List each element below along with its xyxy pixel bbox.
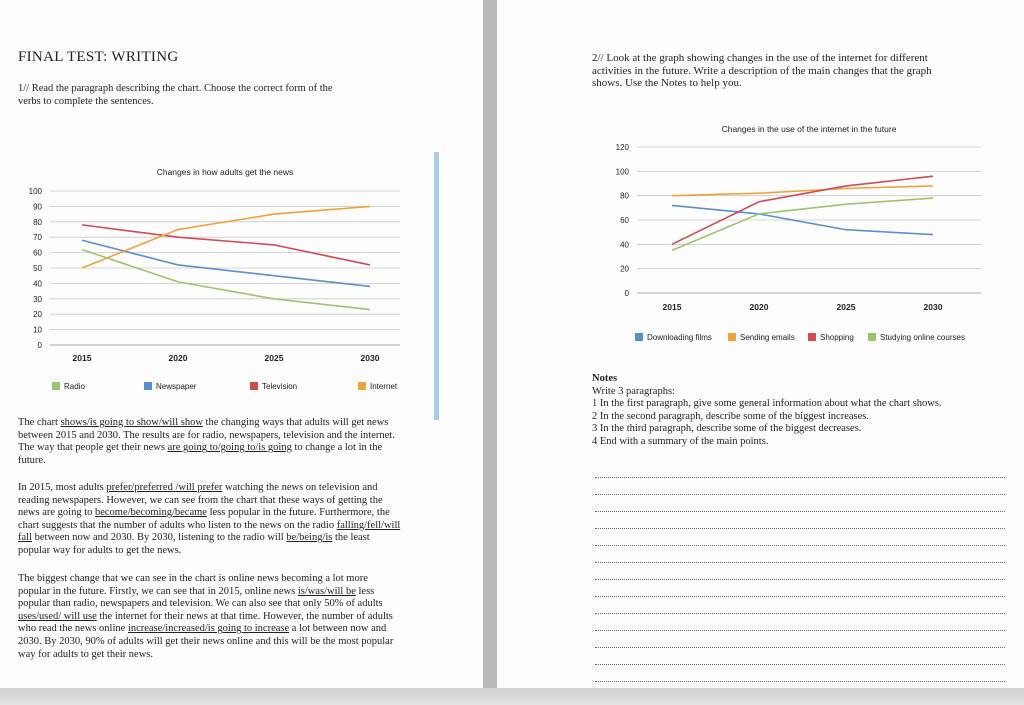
y-tick-label: 50 (33, 264, 42, 273)
writing-line[interactable] (595, 511, 1005, 512)
x-tick-label: 2020 (749, 302, 769, 312)
notes-heading: Notes (592, 373, 618, 384)
y-tick-label: 60 (620, 216, 629, 225)
y-tick-label: 0 (37, 341, 42, 350)
y-tick-label: 30 (33, 294, 42, 304)
series-line-television (82, 225, 370, 265)
y-tick-label: 20 (620, 264, 629, 274)
x-tick-label: 2015 (72, 353, 92, 363)
verb-choice[interactable]: are going to/going to/is going (167, 442, 292, 454)
q1-line-2: verbs to complete the sentences. (18, 95, 154, 107)
writing-line[interactable] (595, 562, 1005, 563)
verb-choice[interactable]: be/being/is (286, 532, 333, 544)
chart-title: Changes in how adults get the news (156, 167, 294, 177)
y-tick-label: 90 (33, 202, 42, 212)
writing-line[interactable] (595, 596, 1005, 597)
legend-swatch (808, 333, 816, 341)
page-title: FINAL TEST: WRITING (18, 49, 179, 65)
verb-choice[interactable]: shows/is going to show/will show (60, 417, 203, 428)
news-chart (10, 158, 430, 398)
legend-label: Internet (370, 382, 398, 391)
x-tick-label: 2025 (836, 302, 856, 312)
question-2-instructions: 2// Look at the graph showing changes in the use of the internet for different activities in the future. Write a description of the main changes that the graph shows. Use the Notes to help you. (592, 52, 932, 90)
notes-section: Notes Write 3 paragraphs: 1 In the first paragraph, give some general information about what the chart shows. 2 In the second paragraph, describe some of the biggest increases. 3 In the third paragraph, describe some of the biggest decreases. 4 End with a summary of the main points. (592, 373, 942, 447)
y-tick-label: 100 (615, 167, 629, 177)
y-tick-label: 60 (33, 248, 42, 258)
right-page (497, 0, 1024, 688)
paragraph-3: The biggest change that we can see in the chart is online news becoming a lot more popular in the future. Firstly, we can see that in 2015, online news is/was/will be less popular than radio, newspapers and television. We can also see that only 50% of adults uses/used/ will use the internet for their news at that time. However, the number of adults who read the news online increase/increased/is going to increase a lot between now and 2030. By 2030, 90% of adults will get their news online and this will be the most popular way for adults to get their news. (18, 573, 394, 660)
q1-line-1: 1// Read the paragraph describing the chart. Choose the correct form of the (18, 83, 333, 94)
writing-line[interactable] (595, 681, 1005, 682)
legend-swatch (728, 333, 736, 341)
x-tick-label: 2030 (923, 302, 943, 312)
writing-line[interactable] (595, 545, 1005, 546)
writing-line[interactable] (595, 528, 1005, 529)
y-tick-label: 20 (33, 310, 42, 320)
verb-choice[interactable]: is/was/will be (297, 585, 356, 597)
legend-label: Shopping (820, 333, 854, 342)
writing-line[interactable] (595, 579, 1005, 580)
x-tick-label: 2025 (264, 353, 284, 363)
legend-label: Television (262, 382, 298, 391)
verb-choice[interactable]: prefer/preferred /will prefer (106, 482, 223, 493)
writing-line[interactable] (595, 613, 1005, 614)
y-tick-label: 80 (33, 217, 42, 227)
verb-choice[interactable]: falling/fell/will (336, 519, 401, 531)
legend-swatch (635, 333, 643, 341)
y-tick-label: 10 (33, 325, 42, 335)
legend-swatch (250, 382, 258, 390)
paragraph-1: The chart shows/is going to show/will show the changing ways that adults will get news between 2015 and 2030. The results are for radio, newspapers, television and the internet. The way that people get their news are going to/going to/is going to change a lot in the future. (18, 417, 395, 466)
legend-label: Downloading films (647, 333, 712, 342)
writing-line[interactable] (595, 664, 1005, 665)
legend-swatch (358, 382, 366, 390)
legend-label: Studying online courses (880, 333, 965, 342)
y-tick-label: 70 (33, 233, 42, 243)
x-tick-label: 2030 (360, 353, 380, 363)
legend-swatch (868, 333, 876, 341)
y-tick-label: 0 (624, 289, 629, 298)
series-line-radio (82, 250, 370, 310)
verb-choice[interactable]: become/becoming/became (94, 507, 207, 519)
legend-swatch (144, 382, 152, 390)
internet-use-chart (605, 118, 1024, 348)
question-1-instructions (18, 83, 333, 108)
page-divider (483, 0, 497, 688)
y-tick-label: 40 (33, 279, 42, 289)
x-tick-label: 2015 (662, 302, 682, 312)
legend-label: Radio (64, 382, 85, 391)
writing-line[interactable] (595, 630, 1005, 631)
verb-choice[interactable]: increase/increased/is going to increase (127, 623, 290, 635)
chart-title: Changes in the use of the internet in the future (721, 124, 897, 134)
writing-line[interactable] (595, 494, 1005, 495)
legend-label: Newspaper (156, 382, 197, 391)
scroll-indicator (434, 152, 439, 420)
left-page (0, 0, 483, 688)
y-tick-label: 80 (620, 191, 629, 201)
y-tick-label: 40 (620, 240, 629, 250)
writing-line[interactable] (595, 647, 1005, 648)
verb-choice[interactable]: uses/used/ will use (18, 610, 97, 622)
series-line-studying-online-courses (672, 198, 933, 250)
verb-choice[interactable]: fall (18, 532, 32, 544)
y-tick-label: 100 (28, 187, 42, 196)
y-tick-label: 120 (615, 143, 629, 152)
writing-line[interactable] (595, 477, 1005, 478)
legend-swatch (52, 382, 60, 390)
paragraph-2: In 2015, most adults prefer/preferred /will prefer watching the news on television and reading newspapers. However, we can see from the chart that these ways of getting the news are going to become/becoming/became less popular in the future. Furthermore, the chart suggests that the number of adults who listen to the news on the radio falling/fell/will fall between now and 2030. By 2030, listening to the radio will be/being/is the least popular way for adults to get the news. (18, 482, 401, 556)
x-tick-label: 2020 (168, 353, 188, 363)
viewer-bottom-bar (0, 688, 1024, 705)
legend-label: Sending emails (740, 333, 795, 342)
